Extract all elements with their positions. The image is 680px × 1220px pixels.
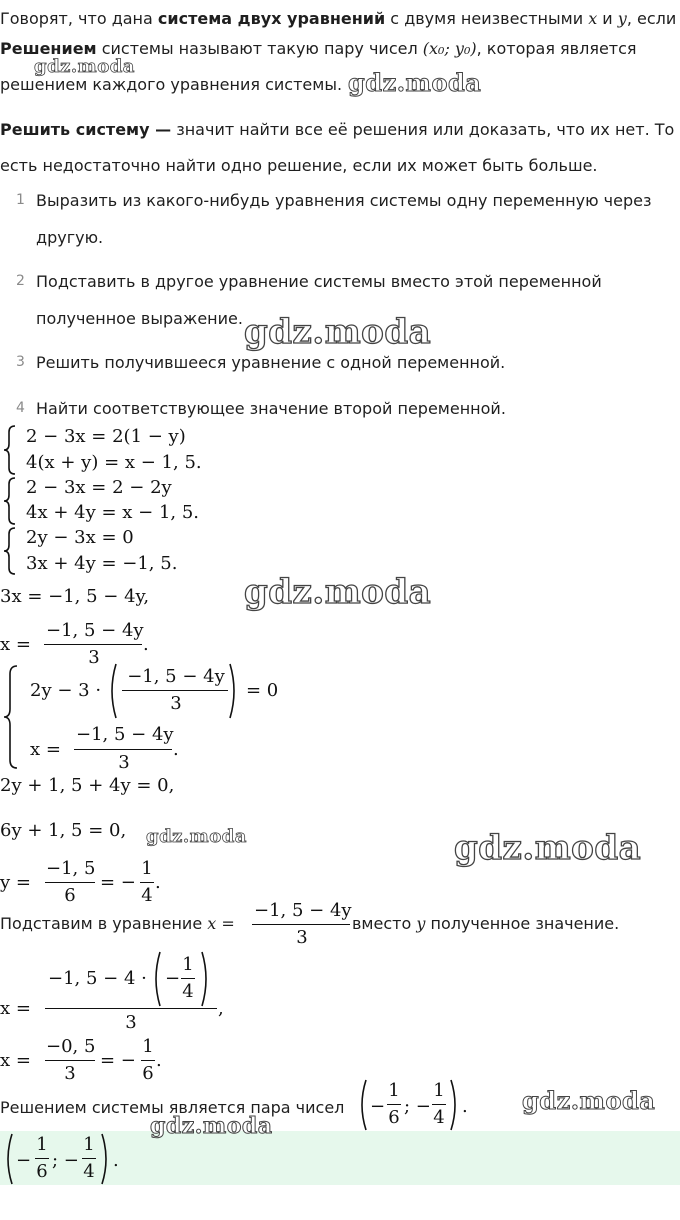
substitute-text: Подставим в уравнение x = <box>0 914 235 933</box>
minus-sign: − <box>16 1150 32 1171</box>
paren-right-icon <box>100 1132 112 1186</box>
step-number: 4 <box>16 400 25 416</box>
fraction-numerator: −1, 5 − 4y <box>254 900 352 921</box>
fraction-denominator: 3 <box>170 693 182 714</box>
fraction-numerator: −1, 5 − 4y <box>76 724 174 745</box>
step-number: 3 <box>16 354 25 370</box>
fraction-numerator: 1 <box>141 858 153 879</box>
equation: 4(x + y) = x − 1, 5. <box>26 452 202 473</box>
step-text: Найти соответствующее значение второй переменной. <box>36 399 506 418</box>
watermark: gdz.moda <box>348 68 482 97</box>
step-number: 1 <box>16 192 25 208</box>
step-text: Решить получившееся уравнение с одной переменной. <box>36 353 506 372</box>
punctuation: . <box>143 634 149 655</box>
fraction-bar <box>35 1158 49 1159</box>
separator: ; − <box>52 1150 79 1171</box>
fraction-denominator: 6 <box>142 1063 154 1084</box>
equation-lhs: x = <box>0 634 31 655</box>
intro-line-3: решением каждого уравнения системы. <box>0 75 343 94</box>
separator: ; − <box>404 1096 431 1117</box>
paren-right-icon <box>200 950 212 1008</box>
equation-lhs: x = <box>0 998 31 1019</box>
step-text: Подставить в другое уравнение системы вместо этой переменной <box>36 272 602 291</box>
equation: = − <box>100 1050 136 1071</box>
step-number: 2 <box>16 273 25 289</box>
paren-right-icon <box>228 662 240 720</box>
solve-line-2: есть недостаточно найти одно решение, если их может быть больше. <box>0 156 598 175</box>
answer-sentence: Решением системы является пара чисел <box>0 1098 345 1117</box>
fraction-denominator: 3 <box>88 647 100 668</box>
fraction-bar <box>387 1104 401 1105</box>
fraction-denominator: 6 <box>36 1161 48 1182</box>
equation: 2 − 3x = 2 − 2y <box>26 477 172 498</box>
fraction-numerator: −1, 5 − 4 · <box>48 968 147 989</box>
step-text-cont: полученное выражение. <box>36 309 243 328</box>
brace-icon <box>2 526 18 576</box>
fraction-bar <box>45 1008 217 1009</box>
fraction-bar <box>74 749 172 750</box>
fraction-denominator: 4 <box>141 885 153 906</box>
equation: 3x + 4y = −1, 5. <box>26 553 178 574</box>
watermark: gdz.moda <box>34 56 135 77</box>
equation-lhs: x = <box>0 1050 31 1071</box>
watermark: gdz.moda <box>146 826 247 847</box>
fraction-denominator: 3 <box>64 1063 76 1084</box>
substitute-text-end: вместо y полученное значение. <box>352 914 620 933</box>
paren-left-icon <box>150 950 162 1008</box>
punctuation: . <box>113 1150 119 1171</box>
fraction-bar <box>252 924 350 925</box>
fraction-numerator: 1 <box>388 1080 400 1101</box>
fraction-numerator: 1 <box>182 954 194 975</box>
watermark: gdz.moda <box>244 572 432 612</box>
fraction-denominator: 4 <box>83 1161 95 1182</box>
fraction-numerator: 1 <box>83 1134 95 1155</box>
watermark: gdz.moda <box>522 1086 656 1115</box>
equation: 2y − 3 · <box>30 680 102 701</box>
fraction-numerator: −1, 5 − 4y <box>46 620 144 641</box>
paren-left-icon <box>356 1078 368 1132</box>
step-text: Выразить из какого-нибудь уравнения системы одну переменную через <box>36 191 652 210</box>
fraction-numerator: 1 <box>142 1036 154 1057</box>
step-text-cont: другую. <box>36 228 104 247</box>
fraction-denominator: 4 <box>182 981 194 1002</box>
fraction-bar <box>44 644 142 645</box>
minus-sign: − <box>370 1096 386 1117</box>
fraction-bar <box>432 1104 446 1105</box>
brace-icon <box>2 476 18 526</box>
fraction-numerator: −1, 5 − 4y <box>127 666 225 687</box>
fraction-numerator: −0, 5 <box>46 1036 96 1057</box>
watermark: gdz.moda <box>150 1113 273 1139</box>
watermark: gdz.moda <box>244 312 432 352</box>
punctuation: . <box>155 872 161 893</box>
equation: = − <box>100 872 136 893</box>
punctuation: . <box>173 739 179 760</box>
fraction-denominator: 4 <box>433 1107 445 1128</box>
fraction-bar <box>141 1060 155 1061</box>
brace-icon <box>2 424 18 476</box>
fraction-denominator: 6 <box>388 1107 400 1128</box>
punctuation: . <box>462 1096 468 1117</box>
intro-line-1: Говорят, что дана система двух уравнений с двумя неизвестными x и y, если <box>0 9 677 28</box>
punctuation: , <box>218 998 224 1019</box>
fraction-bar <box>181 978 195 979</box>
brace-icon <box>2 664 20 770</box>
watermark: gdz.moda <box>454 828 642 868</box>
intro-line-2: Решением системы называют такую пару чисел (x₀; y₀), которая является <box>0 39 637 58</box>
fraction-denominator: 3 <box>296 927 308 948</box>
equation-lhs: x = <box>30 739 61 760</box>
paren-right-icon <box>449 1078 461 1132</box>
fraction-bar <box>82 1158 96 1159</box>
punctuation: . <box>156 1050 162 1071</box>
fraction-denominator: 3 <box>125 1012 137 1033</box>
fraction-bar <box>140 882 154 883</box>
solve-line-1: Решить систему — значит найти все её решения или доказать, что их нет. То <box>0 120 675 139</box>
fraction-denominator: 6 <box>64 885 76 906</box>
equation: = 0 <box>246 680 279 701</box>
fraction-numerator: 1 <box>36 1134 48 1155</box>
fraction-bar <box>45 882 95 883</box>
equation: 4x + 4y = x − 1, 5. <box>26 502 200 523</box>
fraction-numerator: 1 <box>433 1080 445 1101</box>
equation: 3x = −1, 5 − 4y, <box>0 586 150 607</box>
paren-left-icon <box>106 662 118 720</box>
fraction-bar <box>45 1060 95 1061</box>
equation: 2y + 1, 5 + 4y = 0, <box>0 775 175 796</box>
paren-left-icon <box>2 1132 14 1186</box>
fraction-numerator: −1, 5 <box>46 858 96 879</box>
equation-lhs: y = <box>0 872 31 893</box>
fraction-denominator: 3 <box>118 752 130 773</box>
equation: 2y − 3x = 0 <box>26 527 134 548</box>
fraction-bar <box>122 690 228 691</box>
equation: 2 − 3x = 2(1 − y) <box>26 426 186 447</box>
equation: 6y + 1, 5 = 0, <box>0 820 127 841</box>
minus-sign: − <box>165 968 181 989</box>
